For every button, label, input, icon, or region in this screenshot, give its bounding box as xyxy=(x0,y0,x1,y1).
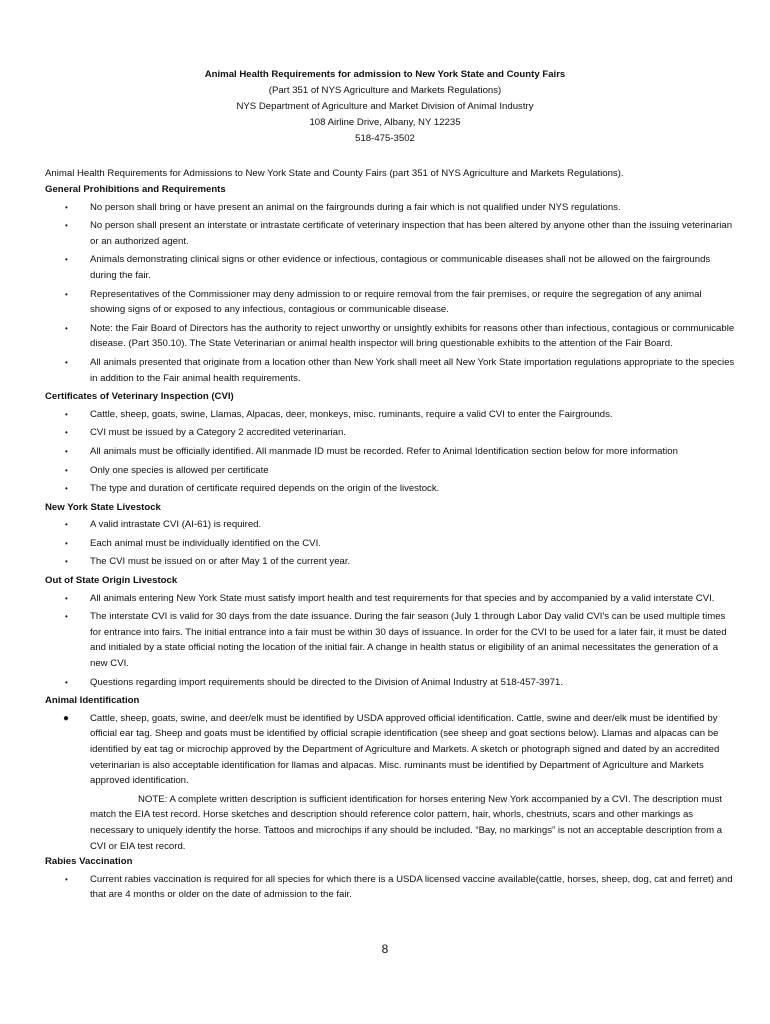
document-title: Animal Health Requirements for admission to New York State and County Fairs xyxy=(204,69,566,80)
bullet-icon: • xyxy=(65,221,68,231)
page-number: 8 xyxy=(381,942,389,956)
header-department-line: NYS Department of Agriculture and Market Division of Animal Industry xyxy=(236,101,534,112)
section-heading-general: General Prohibitions and Requirements xyxy=(45,184,226,195)
document-header xyxy=(0,67,770,147)
header-regulation-line: (Part 351 of NYS Agriculture and Markets Regulations) xyxy=(268,85,502,96)
bullet-icon: • xyxy=(65,202,68,212)
list-item xyxy=(45,425,735,441)
bullet-icon: • xyxy=(65,593,68,603)
rabies-list xyxy=(45,872,735,903)
section-heading-out-of-state: Out of State Origin Livestock xyxy=(45,575,178,587)
list-item xyxy=(45,675,735,691)
list-item-text: Each animal must be individually identified on the CVI. xyxy=(90,537,321,549)
list-item-text: The interstate CVI is valid for 30 days from the date issuance. During the fair season (July 1 through Labor Day valid CVI's can be used multiple times for entrance into fairs. The initial entrance into a fair must be within 30 days of issuance. In order for the CVI to be used for a later fair, it must be dated and initialed by a state official noting the location of the initial fair. A change in health status or eligibility of an animal necessitates the generation of a new CVI. xyxy=(90,611,727,670)
list-item xyxy=(45,591,735,607)
list-item-text: A valid intrastate CVI (AI-61) is required. xyxy=(90,519,262,531)
list-item xyxy=(45,407,735,423)
bullet-icon: • xyxy=(65,409,68,419)
list-item-text: No person shall bring or have present an animal on the fairgrounds during a fair which is not qualified under NYS regulations. xyxy=(90,201,621,213)
horse-identification-note xyxy=(45,792,735,854)
list-item xyxy=(45,517,735,533)
list-item xyxy=(45,711,735,789)
list-item-text: Note: the Fair Board of Directors has the authority to reject unworthy or unsightly exhibits for reasons other than infectious, contagious or communicable disease. (Part 350.10). The State Veterinarian or animal health inspector will bring questionable exhibits to the attention of the Fair Board. xyxy=(90,322,735,350)
bullet-icon: • xyxy=(65,465,68,475)
bullet-icon: • xyxy=(65,538,68,548)
list-item xyxy=(45,872,735,903)
bullet-icon: • xyxy=(65,874,68,884)
bullet-icon: • xyxy=(65,323,68,333)
list-item-text: CVI must be issued by a Category 2 accredited veterinarian. xyxy=(90,427,346,439)
section-heading-cvi: Certificates of Veterinary Inspection (CVI) xyxy=(45,391,234,403)
list-item-text: All animals must be officially identified. All manmade ID must be recorded. Refer to Animal Identification section below for more information xyxy=(90,445,678,457)
list-item-text: Animals demonstrating clinical signs or other evidence or infectious, contagious or communicable diseases shall not be allowed on the fairgrounds during the fair. xyxy=(90,254,711,281)
bullet-icon: • xyxy=(65,612,68,622)
section-heading-nys-livestock: New York State Livestock xyxy=(45,501,161,513)
nys-list xyxy=(45,517,735,570)
list-item xyxy=(45,252,735,283)
section-heading-rabies: Rabies Vaccination xyxy=(45,856,133,868)
list-item xyxy=(45,321,735,352)
list-item-text: All animals presented that originate from a location other than New York shall meet all New York State importation regulations appropriate to the species in addition to the Fair animal health requirements. xyxy=(90,356,735,384)
bullet-icon: • xyxy=(65,446,68,456)
bullet-icon: • xyxy=(65,357,68,367)
list-item-text: The CVI must be issued on or after May 1 of the current year. xyxy=(90,556,351,568)
list-item-text: No person shall present an interstate or intrastate certificate of veterinary inspection that has been altered by anyone other than the issuing veterinarian or an authorized agent. xyxy=(90,220,733,247)
document-body xyxy=(45,182,735,906)
list-item-text: All animals entering New York State must satisfy import health and test requirements for that species and by accompanied by a valid interstate CVI. xyxy=(90,592,715,604)
list-item xyxy=(45,218,735,249)
bullet-icon: • xyxy=(65,289,68,299)
bullet-icon: • xyxy=(65,557,68,567)
list-item-text: Cattle, sheep, goats, swine, Llamas, Alpacas, deer, monkeys, misc. ruminants, require a valid CVI to enter the Fairgrounds. xyxy=(90,408,613,420)
list-item xyxy=(45,536,735,552)
general-list xyxy=(45,200,735,387)
bullet-icon: • xyxy=(65,484,68,494)
bullet-icon: ● xyxy=(63,712,70,724)
list-item-text: Only one species is allowed per certificate xyxy=(90,464,269,476)
list-item xyxy=(45,609,735,671)
list-item xyxy=(45,554,735,570)
bullet-icon: • xyxy=(65,428,68,438)
list-item xyxy=(45,200,735,216)
list-item-text: Cattle, sheep, goats, swine, and deer/elk must be identified by USDA approved official identification. Cattle, swine and deer/elk must be identified by official ear tag. Sheep and goats must be identified by official scrapie identification (see sheep and goat sections below). Llamas and alpacas can be identified by eat tag or microchip approved by the Department of Agriculture and Markets. A sketch or photograph signed and dated by an accredited veterinarian is also acceptable identification for llamas and alpacas. Misc. ruminants must be identified by Department of Agriculture and Markets approved identification. xyxy=(90,712,720,787)
section-heading-animal-identification: Animal Identification xyxy=(45,695,140,707)
animal-id-list xyxy=(45,711,735,789)
list-item-text: Representatives of the Commissioner may deny admission to or require removal from the fair premises, or require the segregation of any animal showing signs of or exposed to any infectious, contagious or communicable disease. xyxy=(90,288,702,316)
oos-list xyxy=(45,591,735,691)
list-item xyxy=(45,287,735,318)
list-item xyxy=(45,481,735,497)
header-address-line: 108 Airline Drive, Albany, NY 12235 xyxy=(309,117,461,128)
intro-paragraph: Animal Health Requirements for Admissions to New York State and County Fairs (part 351 of NYS Agriculture and Markets Regulations). xyxy=(45,168,624,179)
bullet-icon: • xyxy=(65,520,68,530)
list-item xyxy=(45,355,735,386)
note-text: NOTE: A complete written description is sufficient identification for horses entering New York accompanied by a CVI. The description must match the EIA test record. Horse sketches and description should reference color pattern, hair, whorls, chestnuts, scars and other markings as necessary to uniquely identify the horse. Tattoos and microchips if any should be included. “Bay, no markings” is not an acceptable description from a CVI or EIA test record. xyxy=(90,793,723,852)
list-item-text: Questions regarding import requirements should be directed to the Division of Animal Industry at 518-457-3971. xyxy=(90,676,564,688)
list-item xyxy=(45,444,735,460)
list-item xyxy=(45,463,735,479)
list-item-text: Current rabies vaccination is required for all species for which there is a USDA licensed vaccine available(cattle, horses, sheep, dog, cat and ferret) and that are 4 months or older on the date of admission to the fair. xyxy=(90,873,733,901)
bullet-icon: • xyxy=(65,255,68,265)
list-item-text: The type and duration of certificate required depends on the origin of the livestock. xyxy=(90,483,440,495)
header-phone-line: 518-475-3502 xyxy=(355,133,415,144)
bullet-icon: • xyxy=(65,677,68,687)
cvi-list xyxy=(45,407,735,497)
